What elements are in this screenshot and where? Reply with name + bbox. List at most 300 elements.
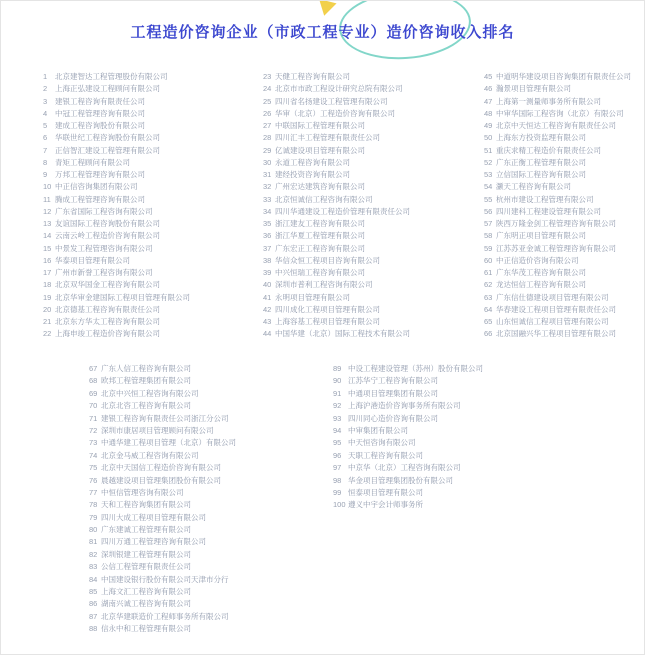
ranking-entry bbox=[484, 255, 631, 267]
entry-name: 深圳市普利工程咨询有限公司 bbox=[275, 280, 373, 290]
entry-name: 四川同心造价咨询有限公司 bbox=[348, 413, 438, 423]
entry-name: 四川华通建设工程造价管理有限责任公司 bbox=[275, 206, 410, 216]
ranking-entry bbox=[484, 181, 631, 193]
entry-rank: 53 bbox=[484, 170, 493, 179]
entry-name: 灏天工程咨询有限公司 bbox=[496, 182, 571, 192]
entry-name: 中设工程建设管理（苏州）股份有限公司 bbox=[348, 364, 483, 373]
entry-name: 广东宏正工程咨询有限公司 bbox=[275, 243, 365, 253]
entry-rank: 94 bbox=[333, 425, 342, 435]
ranking-entry bbox=[89, 437, 236, 449]
entry-name: 中兴恒瑞工程咨询有限公司 bbox=[275, 268, 365, 277]
entry-rank: 32 bbox=[263, 182, 272, 192]
entry-rank: 7 bbox=[43, 145, 48, 155]
ranking-entry bbox=[43, 279, 190, 291]
entry-rank: 97 bbox=[333, 463, 342, 473]
ranking-entry bbox=[89, 536, 236, 548]
entry-rank: 71 bbox=[89, 413, 98, 423]
entry-rank: 84 bbox=[89, 574, 98, 584]
ranking-entry bbox=[333, 400, 483, 412]
entry-name: 山东恒诚信工程项目管理有限公司 bbox=[496, 317, 609, 326]
ranking-entry bbox=[263, 181, 410, 193]
entry-rank: 62 bbox=[484, 280, 493, 290]
entry-rank: 40 bbox=[263, 280, 272, 290]
entry-rank: 89 bbox=[333, 364, 342, 373]
ranking-entry bbox=[263, 145, 410, 157]
entry-name: 湖南兴诚工程咨询有限公司 bbox=[101, 599, 191, 609]
ranking-entry bbox=[43, 108, 190, 120]
ranking-entry bbox=[263, 83, 410, 95]
entry-rank: 22 bbox=[43, 329, 52, 339]
entry-rank: 65 bbox=[484, 317, 493, 326]
entry-rank: 29 bbox=[263, 145, 272, 155]
ranking-column-3 bbox=[484, 71, 631, 341]
entry-name: 北京华建联造价工程师事务所有限公司 bbox=[101, 611, 229, 621]
entry-rank: 100 bbox=[333, 500, 346, 510]
ranking-entry bbox=[333, 437, 483, 449]
entry-name: 中道明华建设项目咨询集团有限责任公司 bbox=[496, 72, 631, 81]
entry-rank: 2 bbox=[43, 84, 48, 94]
entry-name: 四川建科工程建设管理有限公司 bbox=[496, 206, 601, 216]
ranking-entry bbox=[484, 316, 631, 328]
entry-rank: 63 bbox=[484, 292, 493, 302]
entry-name: 上海东方投资监理有限公司 bbox=[496, 133, 586, 143]
entry-rank: 39 bbox=[263, 268, 272, 277]
entry-name: 上海沪港造价咨询事务所有限公司 bbox=[348, 401, 461, 411]
entry-name: 欧邦工程管理集团有限公司 bbox=[101, 376, 191, 386]
entry-name: 建成工程咨询股份有限公司 bbox=[55, 121, 145, 130]
entry-name: 杭州市建设工程管理有限公司 bbox=[496, 194, 594, 204]
ranking-entry bbox=[263, 96, 410, 108]
entry-name: 上海申竣工程造价咨询有限公司 bbox=[55, 329, 160, 339]
entry-name: 广东华茂工程咨询有限公司 bbox=[496, 268, 586, 277]
ranking-entry bbox=[263, 194, 410, 206]
entry-rank: 79 bbox=[89, 512, 98, 522]
ranking-entry bbox=[484, 96, 631, 108]
entry-rank: 27 bbox=[263, 121, 272, 130]
ranking-entry bbox=[89, 425, 236, 437]
ranking-entry bbox=[484, 304, 631, 316]
entry-rank: 93 bbox=[333, 413, 342, 423]
entry-rank: 21 bbox=[43, 317, 52, 326]
entry-name: 上海第一测量师事务所有限公司 bbox=[496, 96, 601, 106]
entry-rank: 18 bbox=[43, 280, 52, 290]
entry-name: 广东正衡工程管理有限公司 bbox=[496, 157, 586, 167]
entry-rank: 98 bbox=[333, 475, 342, 485]
entry-name: 江苏苏亚金诚工程管理咨询有限公司 bbox=[496, 243, 616, 253]
ranking-entry bbox=[263, 71, 410, 83]
entry-name: 中冠工程管理咨询有限公司 bbox=[55, 108, 145, 118]
ranking-entry bbox=[43, 181, 190, 193]
entry-name: 北京建智达工程管理股份有限公司 bbox=[55, 72, 168, 81]
entry-name: 天和工程咨询集团有限公司 bbox=[101, 500, 191, 510]
entry-rank: 85 bbox=[89, 587, 98, 597]
ranking-entry bbox=[333, 462, 483, 474]
entry-rank: 75 bbox=[89, 463, 98, 473]
ranking-entry bbox=[484, 194, 631, 206]
entry-name: 广东明正项目管理有限公司 bbox=[496, 231, 586, 241]
entry-name: 广东信仕德建设项目管理有限公司 bbox=[496, 292, 609, 302]
entry-rank: 90 bbox=[333, 376, 342, 386]
entry-rank: 92 bbox=[333, 401, 342, 411]
entry-name: 北京国融兴华工程项目管理有限公司 bbox=[496, 329, 616, 339]
ranking-entry bbox=[484, 206, 631, 218]
entry-rank: 1 bbox=[43, 72, 48, 81]
ranking-entry bbox=[43, 132, 190, 144]
entry-rank: 37 bbox=[263, 243, 272, 253]
entry-name: 中联国际工程管理有限公司 bbox=[275, 121, 365, 130]
entry-name: 永道工程咨询有限公司 bbox=[275, 157, 350, 167]
entry-name: 北京德基工程咨询有限责任公司 bbox=[55, 304, 160, 314]
entry-name: 北京华审金建国际工程项目管理有限公司 bbox=[55, 292, 190, 302]
ranking-entry bbox=[43, 96, 190, 108]
entry-rank: 17 bbox=[43, 268, 52, 277]
ranking-entry bbox=[484, 230, 631, 242]
ranking-entry bbox=[43, 243, 190, 255]
ranking-entry bbox=[43, 83, 190, 95]
entry-rank: 15 bbox=[43, 243, 52, 253]
ranking-entry bbox=[333, 413, 483, 425]
entry-rank: 86 bbox=[89, 599, 98, 609]
entry-rank: 82 bbox=[89, 549, 98, 559]
entry-rank: 3 bbox=[43, 96, 48, 106]
entry-name: 北京中天国信工程造价咨询有限公司 bbox=[101, 463, 221, 473]
entry-name: 重庆求精工程造价有限责任公司 bbox=[496, 145, 601, 155]
entry-name: 陕西万隆金剑工程管理咨询有限公司 bbox=[496, 219, 616, 228]
entry-name: 江苏华宁工程咨询有限公司 bbox=[348, 376, 438, 386]
entry-rank: 30 bbox=[263, 157, 272, 167]
entry-rank: 76 bbox=[89, 475, 98, 485]
entry-name: 信永中和工程管理有限公司 bbox=[101, 624, 191, 634]
entry-rank: 23 bbox=[263, 72, 272, 81]
ranking-entry bbox=[333, 487, 483, 499]
entry-name: 立信国际工程咨询有限公司 bbox=[496, 170, 586, 179]
entry-rank: 43 bbox=[263, 317, 272, 326]
ranking-entry bbox=[43, 71, 190, 83]
entry-name: 四川万通工程管理咨询有限公司 bbox=[101, 537, 206, 547]
ranking-entry bbox=[89, 375, 236, 387]
ranking-entry bbox=[43, 120, 190, 132]
ranking-entry bbox=[263, 132, 410, 144]
entry-rank: 60 bbox=[484, 255, 493, 265]
ranking-entry bbox=[263, 292, 410, 304]
ranking-entry bbox=[89, 549, 236, 561]
ranking-entry bbox=[89, 574, 236, 586]
entry-rank: 87 bbox=[89, 611, 98, 621]
entry-name: 华信众恒工程项目咨询有限公司 bbox=[275, 255, 380, 265]
entry-rank: 46 bbox=[484, 84, 493, 94]
entry-rank: 20 bbox=[43, 304, 52, 314]
entry-name: 北京东方华太工程咨询有限公司 bbox=[55, 317, 160, 326]
ranking-entry bbox=[333, 388, 483, 400]
entry-rank: 26 bbox=[263, 108, 272, 118]
entry-rank: 11 bbox=[43, 194, 51, 204]
ranking-entry bbox=[333, 450, 483, 462]
entry-rank: 83 bbox=[89, 562, 98, 572]
entry-rank: 77 bbox=[89, 487, 98, 497]
entry-name: 正信智汇建设工程管理有限公司 bbox=[55, 145, 160, 155]
entry-name: 广州宏达建筑咨询有限公司 bbox=[275, 182, 365, 192]
ranking-entry bbox=[43, 157, 190, 169]
entry-rank: 74 bbox=[89, 450, 98, 460]
entry-rank: 35 bbox=[263, 219, 272, 228]
ranking-entry bbox=[484, 108, 631, 120]
ranking-entry bbox=[484, 169, 631, 181]
entry-rank: 16 bbox=[43, 255, 52, 265]
entry-name: 北京北咨工程咨询有限公司 bbox=[101, 401, 191, 411]
entry-name: 建银工程咨询有限责任公司 bbox=[55, 96, 145, 106]
entry-name: 浙江华夏工程管理有限公司 bbox=[275, 231, 365, 241]
entry-rank: 41 bbox=[263, 292, 272, 302]
entry-name: 腾成工程管理咨询有限公司 bbox=[55, 194, 145, 204]
ranking-entry bbox=[333, 363, 483, 375]
entry-name: 中审集团有限公司 bbox=[348, 425, 408, 435]
ranking-entry bbox=[43, 255, 190, 267]
ranking-entry bbox=[43, 194, 190, 206]
entry-name: 青矩工程顾问有限公司 bbox=[55, 157, 130, 167]
entry-rank: 31 bbox=[263, 170, 272, 179]
entry-name: 晨越建设项目管理集团股份有限公司 bbox=[101, 475, 221, 485]
entry-rank: 50 bbox=[484, 133, 493, 143]
entry-rank: 9 bbox=[43, 170, 48, 179]
entry-name: 恒泰项目管理有限公司 bbox=[348, 487, 423, 497]
ranking-entry bbox=[484, 132, 631, 144]
ranking-entry bbox=[89, 450, 236, 462]
entry-name: 华泰项目管理有限公司 bbox=[55, 255, 130, 265]
entry-name: 四川省名扬建设工程管理有限公司 bbox=[275, 96, 388, 106]
entry-rank: 58 bbox=[484, 231, 493, 241]
entry-rank: 57 bbox=[484, 219, 493, 228]
ranking-entry bbox=[333, 499, 483, 511]
entry-name: 四川大成工程项目管理有限公司 bbox=[101, 512, 206, 522]
ranking-entry bbox=[43, 267, 190, 279]
entry-name: 瀚景项目管理有限公司 bbox=[496, 84, 571, 94]
entry-rank: 64 bbox=[484, 304, 493, 314]
entry-name: 中国华建（北京）国际工程技术有限公司 bbox=[275, 329, 410, 339]
entry-name: 深圳市康居项目管理顾问有限公司 bbox=[101, 425, 214, 435]
ranking-entry bbox=[43, 206, 190, 218]
ranking-entry bbox=[484, 267, 631, 279]
entry-name: 天职工程咨询有限公司 bbox=[348, 450, 423, 460]
ranking-entry bbox=[89, 623, 236, 635]
entry-name: 深圳银建工程管理有限公司 bbox=[101, 549, 191, 559]
entry-rank: 5 bbox=[43, 121, 48, 130]
entry-rank: 73 bbox=[89, 438, 98, 448]
ranking-entry bbox=[43, 328, 190, 340]
entry-rank: 78 bbox=[89, 500, 98, 510]
entry-name: 中正信咨询集团有限公司 bbox=[55, 182, 138, 192]
ranking-entry bbox=[484, 328, 631, 340]
ranking-column-4 bbox=[89, 363, 236, 636]
entry-name: 广东省国际工程咨询有限公司 bbox=[55, 206, 153, 216]
ranking-entry bbox=[263, 108, 410, 120]
entry-name: 北京中兴恒工程咨询有限公司 bbox=[101, 388, 199, 398]
ranking-entry bbox=[43, 169, 190, 181]
ranking-entry bbox=[484, 292, 631, 304]
entry-name: 中天恒咨询有限公司 bbox=[348, 438, 416, 448]
entry-name: 龙达恒信工程咨询有限公司 bbox=[496, 280, 586, 290]
entry-name: 北京双华国金工程咨询有限公司 bbox=[55, 280, 160, 290]
ranking-entry bbox=[333, 425, 483, 437]
entry-name: 华联世纪工程咨询股份有限公司 bbox=[55, 133, 160, 143]
entry-rank: 19 bbox=[43, 292, 52, 302]
entry-rank: 66 bbox=[484, 329, 493, 339]
entry-name: 中通项目管理集团有限公司 bbox=[348, 388, 438, 398]
ranking-entry bbox=[484, 71, 631, 83]
ranking-entry bbox=[263, 157, 410, 169]
entry-rank: 10 bbox=[43, 182, 52, 192]
entry-rank: 34 bbox=[263, 206, 272, 216]
entry-rank: 72 bbox=[89, 425, 98, 435]
ranking-entry bbox=[89, 400, 236, 412]
entry-rank: 28 bbox=[263, 133, 272, 143]
entry-name: 北京金马威工程咨询有限公司 bbox=[101, 450, 199, 460]
entry-rank: 67 bbox=[89, 364, 98, 373]
ranking-entry bbox=[89, 561, 236, 573]
entry-rank: 49 bbox=[484, 121, 493, 130]
entry-name: 遵义中宇会计师事务所 bbox=[348, 500, 423, 510]
entry-rank: 70 bbox=[89, 401, 98, 411]
entry-name: 中景发工程管理咨询有限公司 bbox=[55, 243, 153, 253]
ranking-entry bbox=[263, 243, 410, 255]
ranking-entry bbox=[89, 413, 236, 425]
ranking-entry bbox=[484, 218, 631, 230]
ranking-entry bbox=[263, 255, 410, 267]
entry-rank: 47 bbox=[484, 96, 493, 106]
entry-rank: 61 bbox=[484, 268, 493, 277]
ranking-entry bbox=[263, 230, 410, 242]
ranking-entry bbox=[43, 304, 190, 316]
ranking-entry bbox=[89, 586, 236, 598]
entry-name: 华春建设工程项目管理有限责任公司 bbox=[496, 304, 616, 314]
ranking-entry bbox=[263, 218, 410, 230]
entry-rank: 88 bbox=[89, 624, 98, 634]
ranking-entry bbox=[484, 243, 631, 255]
entry-name: 中审华国际工程咨询（北京）有限公司 bbox=[496, 108, 624, 118]
ranking-entry bbox=[89, 512, 236, 524]
ranking-entry bbox=[263, 316, 410, 328]
entry-rank: 44 bbox=[263, 329, 272, 339]
ranking-entry bbox=[89, 499, 236, 511]
entry-name: 万邦工程管理咨询有限公司 bbox=[55, 170, 145, 179]
entry-rank: 42 bbox=[263, 304, 272, 314]
ranking-entry bbox=[43, 230, 190, 242]
entry-name: 建经投资咨询有限公司 bbox=[275, 170, 350, 179]
entry-name: 北京恒诚信工程咨询有限公司 bbox=[275, 194, 373, 204]
ranking-column-1 bbox=[43, 71, 190, 341]
entry-rank: 14 bbox=[43, 231, 52, 241]
ranking-entry bbox=[484, 279, 631, 291]
ranking-entry bbox=[89, 611, 236, 623]
entry-name: 华审（北京）工程造价咨询有限公司 bbox=[275, 108, 395, 118]
entry-name: 四川汇丰工程管理有限责任公司 bbox=[275, 133, 380, 143]
entry-rank: 33 bbox=[263, 194, 272, 204]
ranking-column-5 bbox=[333, 363, 483, 512]
entry-name: 亿诚建设项目管理有限公司 bbox=[275, 145, 365, 155]
entry-rank: 69 bbox=[89, 388, 98, 398]
ranking-entry bbox=[89, 524, 236, 536]
entry-name: 北京市市政工程设计研究总院有限公司 bbox=[275, 84, 403, 94]
ranking-entry bbox=[89, 487, 236, 499]
entry-rank: 52 bbox=[484, 157, 493, 167]
ranking-entry bbox=[263, 120, 410, 132]
ranking-entry bbox=[333, 475, 483, 487]
entry-rank: 95 bbox=[333, 438, 342, 448]
ranking-entry bbox=[263, 304, 410, 316]
entry-rank: 45 bbox=[484, 72, 493, 81]
entry-name: 浙江建友工程咨询有限公司 bbox=[275, 219, 365, 228]
entry-rank: 8 bbox=[43, 157, 48, 167]
entry-rank: 51 bbox=[484, 145, 493, 155]
ranking-entry bbox=[43, 145, 190, 157]
entry-rank: 81 bbox=[89, 537, 98, 547]
entry-rank: 38 bbox=[263, 255, 272, 265]
ranking-entry bbox=[484, 157, 631, 169]
entry-name: 永明项目管理有限公司 bbox=[275, 292, 350, 302]
ranking-entry bbox=[484, 120, 631, 132]
ranking-entry bbox=[43, 292, 190, 304]
ranking-entry bbox=[89, 598, 236, 610]
yellow-triangle-decoration bbox=[315, 0, 336, 18]
ranking-entry bbox=[263, 328, 410, 340]
entry-rank: 48 bbox=[484, 108, 493, 118]
ranking-entry bbox=[89, 388, 236, 400]
entry-rank: 68 bbox=[89, 376, 98, 386]
entry-rank: 91 bbox=[333, 388, 342, 398]
ranking-entry bbox=[333, 375, 483, 387]
entry-name: 中京华（北京）工程咨询有限公司 bbox=[348, 463, 461, 473]
entry-rank: 54 bbox=[484, 182, 493, 192]
entry-name: 上海容基工程项目管理有限公司 bbox=[275, 317, 380, 326]
ranking-entry bbox=[484, 83, 631, 95]
entry-name: 中国建设银行股份有限公司天津市分行 bbox=[101, 574, 229, 584]
ranking-entry bbox=[43, 218, 190, 230]
entry-name: 天健工程咨询有限公司 bbox=[275, 72, 350, 81]
entry-rank: 24 bbox=[263, 84, 272, 94]
entry-rank: 13 bbox=[43, 219, 52, 228]
ranking-entry bbox=[43, 316, 190, 328]
ranking-entry bbox=[263, 206, 410, 218]
entry-name: 建银工程咨询有限责任公司浙江分公司 bbox=[101, 413, 229, 423]
ranking-entry bbox=[263, 267, 410, 279]
entry-rank: 36 bbox=[263, 231, 272, 241]
entry-name: 中恒信管理咨询有限公司 bbox=[101, 487, 184, 497]
entry-rank: 59 bbox=[484, 243, 493, 253]
entry-rank: 99 bbox=[333, 487, 342, 497]
entry-rank: 96 bbox=[333, 450, 342, 460]
entry-name: 公信工程管理有限责任公司 bbox=[101, 562, 191, 572]
entry-name: 友谊国际工程咨询股份有限公司 bbox=[55, 219, 160, 228]
ranking-entry bbox=[263, 279, 410, 291]
entry-name: 云南云岭工程造价咨询有限公司 bbox=[55, 231, 160, 241]
entry-name: 广东建诚工程管理有限公司 bbox=[101, 525, 191, 535]
ranking-entry bbox=[484, 145, 631, 157]
entry-name: 上海文汇工程咨询有限公司 bbox=[101, 587, 191, 597]
ranking-entry bbox=[263, 169, 410, 181]
page-title: 工程造价咨询企业（市政工程专业）造价咨询收入排名 bbox=[130, 24, 515, 41]
entry-name: 上海正弘建设工程顾问有限公司 bbox=[55, 84, 160, 94]
entry-rank: 55 bbox=[484, 194, 493, 204]
entry-rank: 4 bbox=[43, 108, 48, 118]
entry-name: 华金项目管理集团股份有限公司 bbox=[348, 475, 453, 485]
ranking-entry bbox=[89, 462, 236, 474]
entry-rank: 12 bbox=[43, 206, 52, 216]
entry-rank: 25 bbox=[263, 96, 272, 106]
ranking-column-2 bbox=[263, 71, 410, 341]
entry-name: 中通华建工程项目管理（北京）有限公司 bbox=[101, 438, 236, 448]
entry-name: 广东人信工程咨询有限公司 bbox=[101, 364, 191, 373]
entry-rank: 80 bbox=[89, 525, 98, 535]
entry-name: 北京中天恒达工程咨询有限责任公司 bbox=[496, 121, 616, 130]
